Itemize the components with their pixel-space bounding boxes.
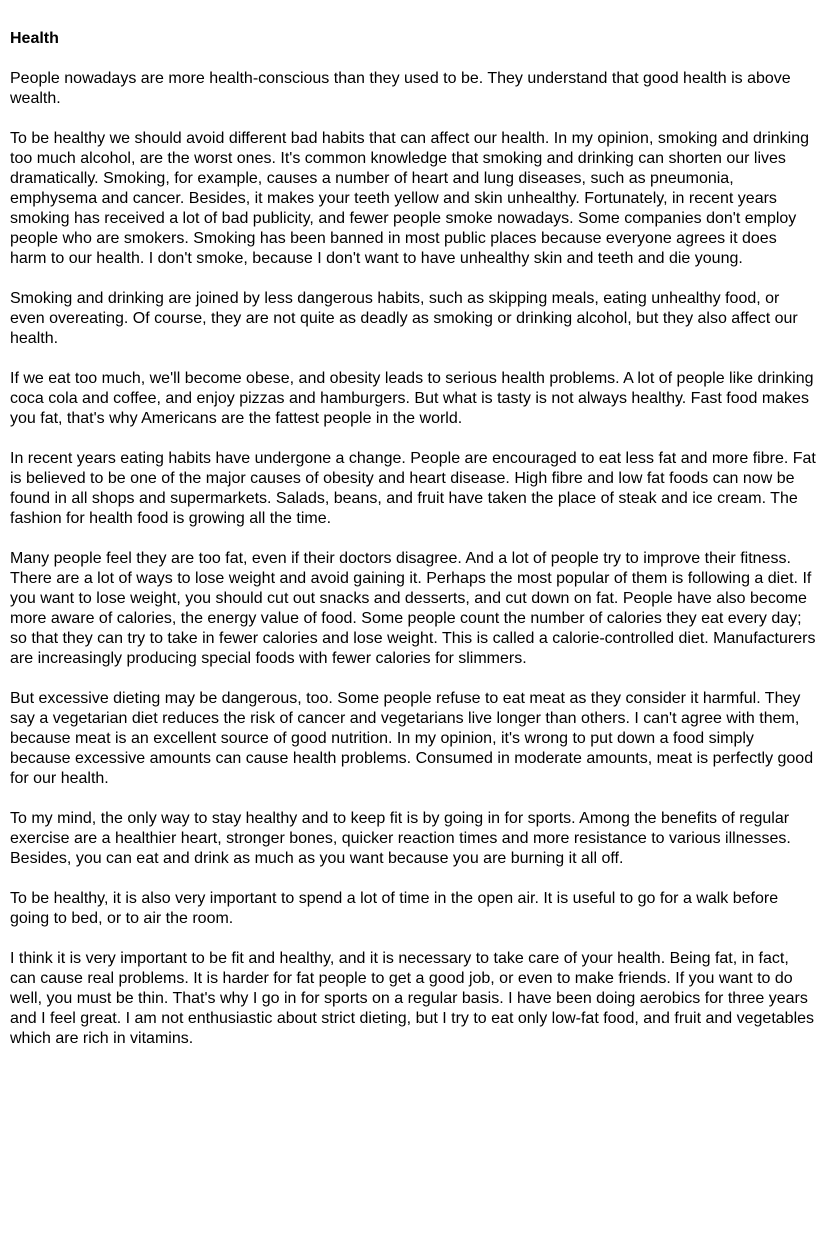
paragraph-sports: To my mind, the only way to stay healthy and to keep fit is by going in for sports. Among the benefits of regular exercise are a healthier heart, stronger bones, quicker reaction times and more resistance to various illnesses. Besides, you can eat and drink as much as you want because you are burning it all off. <box>10 810 791 867</box>
paragraph-intro: People nowadays are more health-conscious than they used to be. They understand that good health is above wealth. <box>10 70 791 107</box>
paragraph-dieting: Many people feel they are too fat, even if their doctors disagree. And a lot of people try to improve their fitness. There are a lot of ways to lose weight and avoid gaining it. Perhaps the most popular of them is following a diet. If you want to lose weight, you should cut out snacks and desserts, and cut down on fat. People have also become more aware of calories, the energy value of food. Some people count the number of calories they eat every day; so that they can try to take in fewer calories and lose weight. This is called a calorie-controlled diet. Manufacturers are increasingly producing special foods with fewer calories for slimmers. <box>10 550 816 667</box>
paragraph-less-dangerous-habits: Smoking and drinking are joined by less dangerous habits, such as skipping meals, eating unhealthy food, or even overeating. Of course, they are not quite as deadly as smoking or drinking alcohol, but they also affect our health. <box>10 290 798 347</box>
document-page <box>10 26 816 1069</box>
paragraph-excessive-dieting: But excessive dieting may be dangerous, too. Some people refuse to eat meat as they consider it harmful. They say a vegetarian diet reduces the risk of cancer and vegetarians live longer than others. I can't agree with them, because meat is an excellent source of good nutrition. In my opinion, it's wrong to put down a food simply because excessive amounts can cause health problems. Consumed in moderate amounts, meat is perfectly good for our health. <box>10 690 814 787</box>
paragraph-open-air: To be healthy, it is also very important to spend a lot of time in the open air. It is useful to go for a walk before going to bed, or to air the room. <box>10 890 779 927</box>
paragraph-eating-habits: In recent years eating habits have undergone a change. People are encouraged to eat less fat and more fibre. Fat is believed to be one of the major causes of obesity and heart disease. High fibre and low fat foods can now be found in all shops and supermarkets. Salads, beans, and fruit have taken the place of steak and ice cream. The fashion for health food is growing all the time. <box>10 450 816 527</box>
document-title: Health <box>10 30 59 47</box>
paragraph-bad-habits: To be healthy we should avoid different bad habits that can affect our health. In my opinion, smoking and drinking too much alcohol, are the worst ones. It's common knowledge that smoking and drinking can shorten our lives dramatically. Smoking, for example, causes a number of heart and lung diseases, such as pneumonia, emphysema and cancer. Besides, it makes your teeth yellow and skin unhealthy. Fortunately, in recent years smoking has received a lot of bad publicity, and fewer people smoke nowadays. Some companies don't employ people who are smokers. Smoking has been banned in most public places because everyone agrees it does harm to our health. I don't smoke, because I don't want to have unhealthy skin and teeth and die young. <box>10 130 810 267</box>
paragraph-conclusion: I think it is very important to be fit and healthy, and it is necessary to take care of your health. Being fat, in fact, can cause real problems. It is harder for fat people to get a good job, or even to make friends. If you want to do well, you must be thin. That's why I go in for sports on a regular basis. I have been doing aerobics for three years and I feel great. I am not enthusiastic about strict dieting, but I try to eat only low-fat food, and fruit and vegetables which are rich in vitamins. <box>10 950 815 1047</box>
paragraph-overeating: If we eat too much, we'll become obese, and obesity leads to serious health problems. A lot of people like drinking coca cola and coffee, and enjoy pizzas and hamburgers. But what is tasty is not always healthy. Fast food makes you fat, that's why Americans are the fattest people in the world. <box>10 370 814 427</box>
